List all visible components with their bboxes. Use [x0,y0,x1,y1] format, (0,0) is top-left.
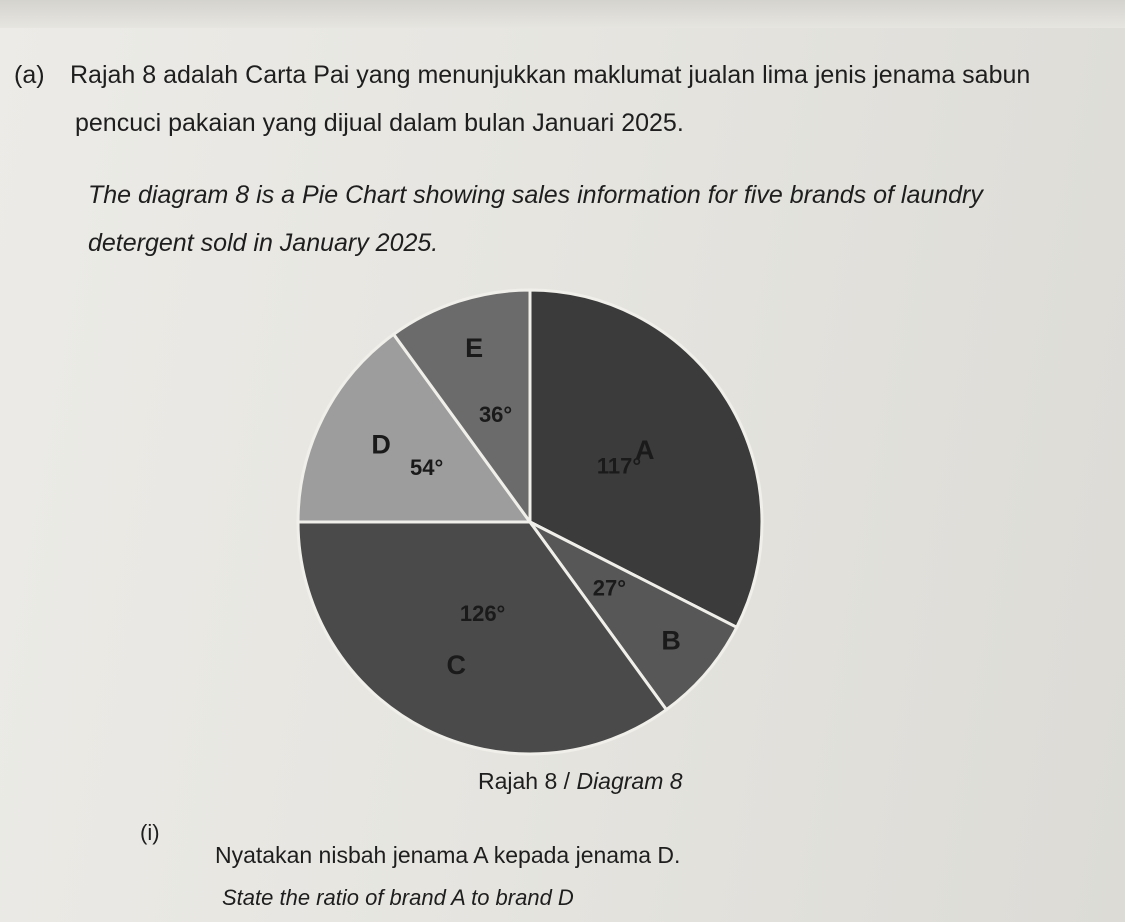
angle-label-e: 36° [478,401,513,427]
question-english-line1: The diagram 8 is a Pie Chart showing sales information for five brands of laundry [88,181,983,209]
question-english-line2: detergent sold in January 2025. [88,229,439,257]
angle-label-a: 117° [596,453,642,479]
slice-label-c: C [446,649,467,680]
angle-label-d: 54° [410,455,444,481]
subquestion-malay: Nyatakan nisbah jenama A kepada jenama D. [215,842,681,868]
caption-malay: Rajah 8 [478,768,558,794]
question-malay-line1: Rajah 8 adalah Carta Pai yang menunjukkan maklumat jualan lima jenis jenama sabun [70,61,1031,89]
angle-label-c: 126° [459,600,506,626]
diagram-caption [478,766,683,796]
caption-separator: / [557,768,577,794]
slice-label-b: B [661,625,681,656]
slice-label-a: A [634,434,655,465]
caption-english: Diagram 8 [576,768,683,794]
question-label: (a) [14,61,45,89]
angle-label-b: 27° [592,575,627,601]
subquestion-number: (i) [140,820,160,845]
question-malay-line2: pencuci pakaian yang dijual dalam bulan Januari 2025. [75,109,684,137]
slice-label-d: D [371,429,391,460]
subquestion-english: State the ratio of brand A to brand D [222,885,574,910]
slice-label-e: E [465,333,484,364]
